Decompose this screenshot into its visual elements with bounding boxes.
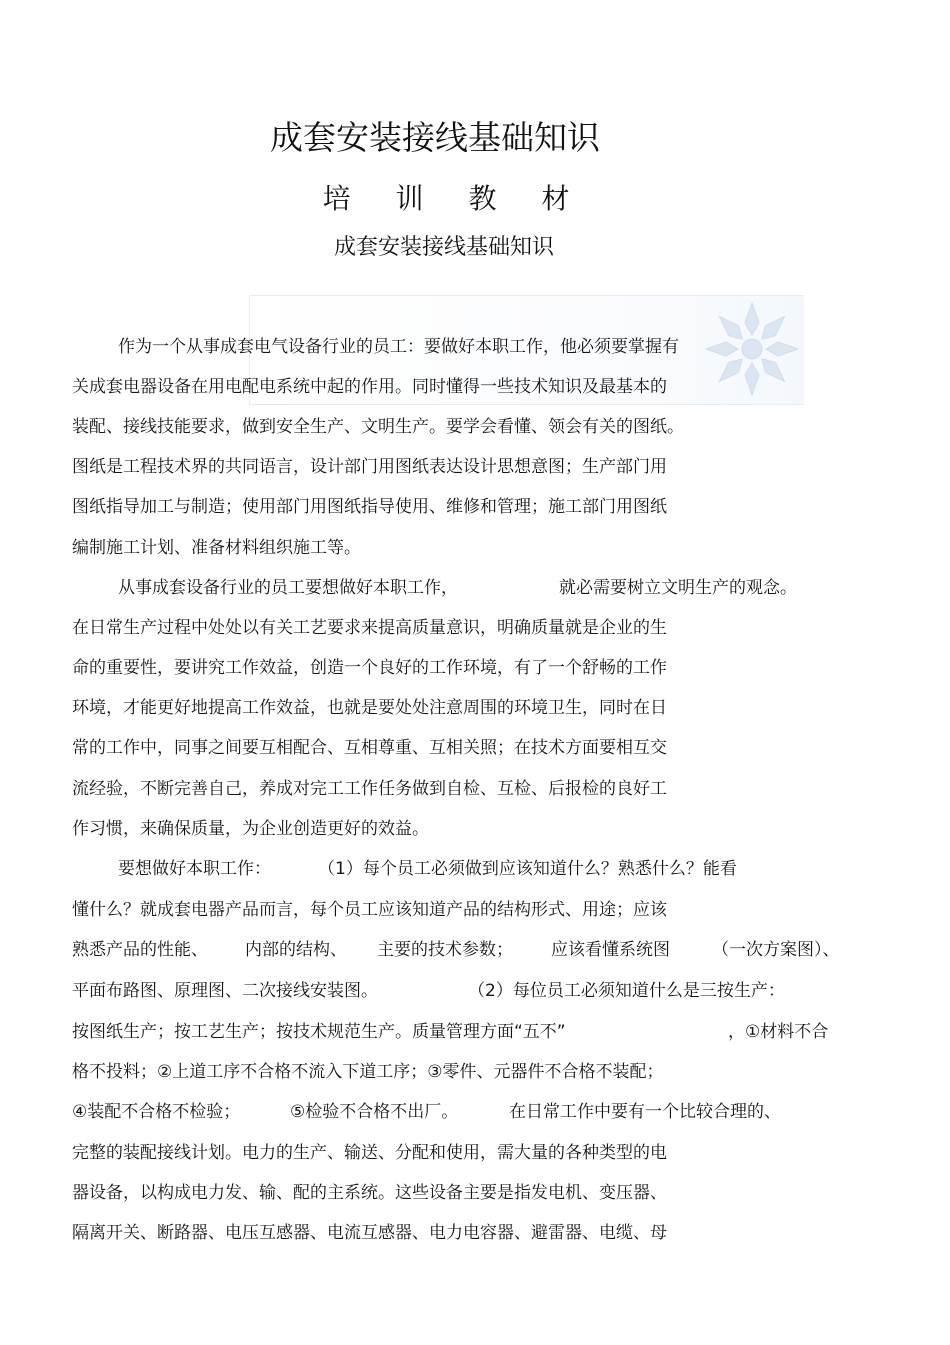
text-line: 作为一个从事成套电气设备行业的员工：要做好本职工作，他必须要掌握有 [118,337,679,357]
text-line: 命的重要性，要讲究工作效益，创造一个良好的工作环境，有了一个舒畅的工作 [72,658,667,678]
snowflake-logo-icon [700,297,804,401]
text-line: 在日常工作中要有一个比较合理的、 [509,1102,781,1122]
text-line: 主要的技术参数； [377,940,513,960]
text-line: 平面布路图、原理图、二次接线安装图。 [72,981,378,1001]
text-line: ④装配不合格不检验； [72,1102,241,1122]
text-line: 图纸指导加工与制造；使用部门用图纸指导使用、维修和管理；施工部门用图纸 [72,497,667,517]
text-line: 图纸是工程技术界的共同语言，设计部门用图纸表达设计思想意图；生产部门用 [72,457,667,477]
document-secondary-title: 成套安装接线基础知识 [333,235,554,260]
text-line: （一次方案图）、 [712,940,840,960]
text-line: 格不投料；②上道工序不合格不流入下道工序；③零件、元器件不合格不装配； [72,1062,664,1082]
text-line: 常的工作中，同事之间要互相配合、互相尊重、互相关照；在技术方面要相互交 [72,738,667,758]
text-line: 隔离开关、断路器、电压互感器、电流互感器、电力电容器、避雷器、电缆、母 [72,1223,667,1243]
text-line: 熟悉产品的性能、 [72,940,208,960]
text-line: 就必需要树立文明生产的观念。 [559,578,797,598]
text-line: （1）每个员工必须做到应该知道什么？熟悉什么？能看 [318,859,737,879]
text-line: 装配、接线技能要求，做到安全生产、文明生产。要学会看懂、领会有关的图纸。 [72,417,684,437]
text-line: 要想做好本职工作： [118,859,271,879]
text-line: 环境，才能更好地提高工作效益，也就是要处处注意周围的环境卫生，同时在日 [72,698,667,718]
text-line: ⑤检验不合格不出厂。 [290,1102,459,1122]
text-line: ，①材料不合 [728,1022,829,1042]
text-line: 内部的结构、 [245,940,347,960]
text-line: 器设备，以构成电力发、输、配的主系统。这些设备主要是指发电机、变压器、 [72,1183,667,1203]
text-line: 关成套电器设备在用电配电系统中起的作用。同时懂得一些技术知识及最基本的 [72,377,667,397]
text-line: 在日常生产过程中处处以有关工艺要求来提高质量意识，明确质量就是企业的生 [72,618,667,638]
document-title: 成套安装接线基础知识 [270,118,600,157]
text-line: 按图纸生产；按工艺生产；按技术规范生产。质量管理方面“五不” [72,1022,566,1042]
text-line: 懂什么？就成套电器产品而言，每个员工应该知道产品的结构形式、用途；应该 [72,900,667,920]
text-line: 编制施工计划、准备材料组织施工等。 [72,538,361,558]
text-line: 从事成套设备行业的员工要想做好本职工作， [118,578,458,598]
text-line: （2）每位员工必须知道什么是三按生产： [468,981,785,1001]
text-line: 应该看懂系统图 [551,940,670,960]
text-line: 流经验，不断完善自己，养成对完工工作任务做到自检、互检、后报检的良好工 [72,779,667,799]
text-line: 作习惯，来确保质量，为企业创造更好的效益。 [72,819,429,839]
document-subtitle: 培 训 教 材 [322,182,588,215]
text-line: 完整的装配接线计划。电力的生产、输送、分配和使用，需大量的各种类型的电 [72,1143,667,1163]
